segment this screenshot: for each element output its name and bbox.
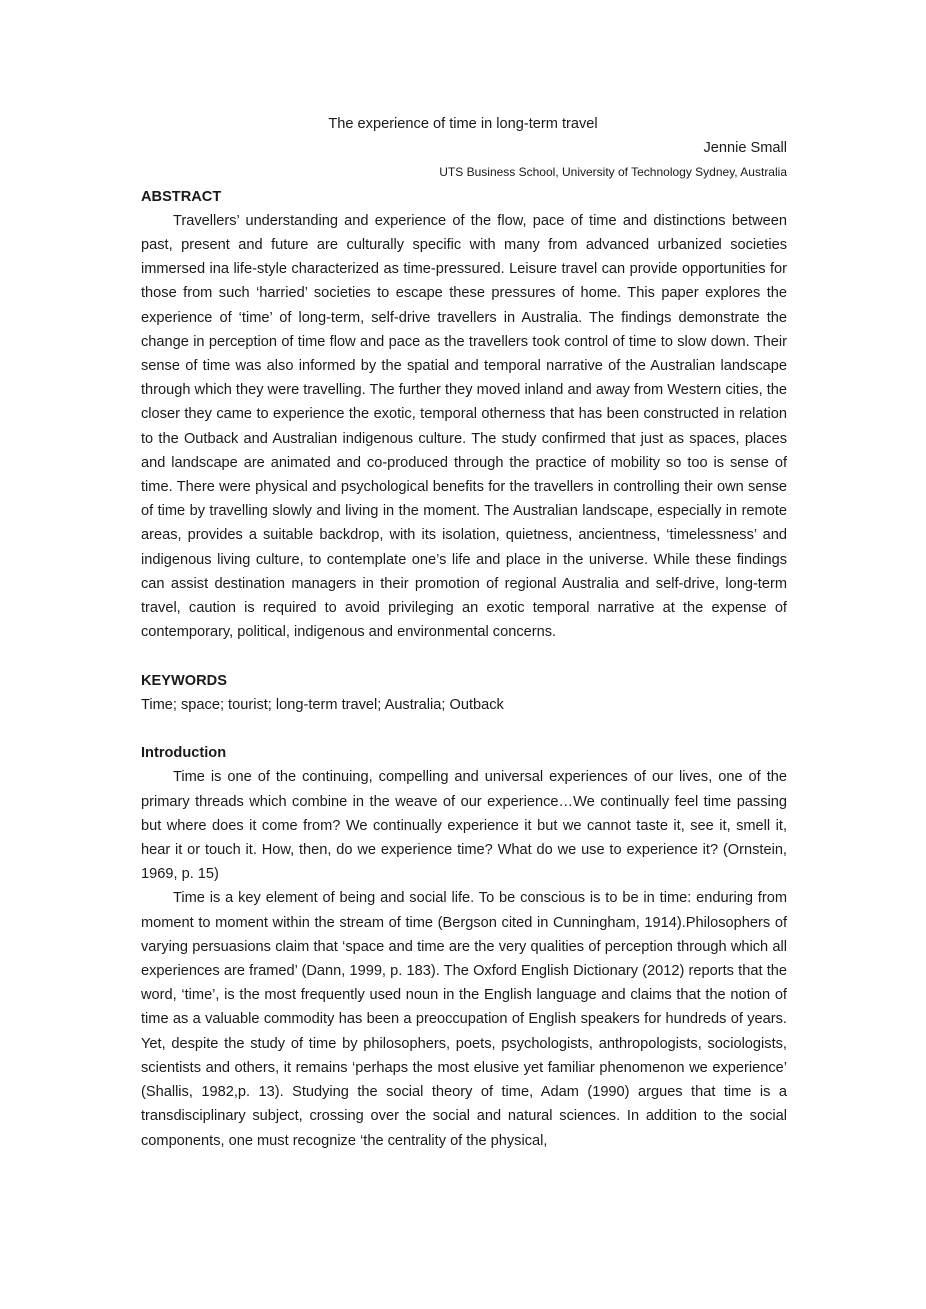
introduction-heading: Introduction bbox=[141, 745, 227, 762]
keywords-text: Time; space; tourist; long-term travel; Australia; Outback bbox=[141, 696, 504, 713]
keywords-heading: KEYWORDS bbox=[141, 672, 227, 689]
section-gap bbox=[141, 717, 787, 741]
paper-title: The experience of time in long-term travel bbox=[328, 116, 598, 132]
author-affiliation: UTS Business School, University of Technology Sydney, Australia bbox=[439, 165, 787, 180]
author-name: Jennie Small bbox=[703, 140, 787, 157]
introduction-quote: Time is one of the continuing, compelling and universal experiences of our lives, one of the primary threads which combine in the weave of our experience…We continually feel time passing but where does it come from? We continually experience it but we cannot taste it, see it, smell it, hear it or touch it. How, then, do we experience time? What do we use to experience it? (Ornstein, 1969, p. 15) bbox=[141, 769, 787, 883]
abstract-heading: ABSTRACT bbox=[141, 188, 222, 205]
paper-page bbox=[141, 112, 787, 1153]
abstract-text: Travellers’ understanding and experience of the flow, pace of time and distinctions between past, present and future are culturally specific with many from advanced urbanized societies immersed ina life-style characterized as time-pressured. Leisure travel can provide opportunities for those from such ‘harried’ societies to escape these pressures of home. This paper explores the experience of ‘time’ of long-term, self-drive travellers in Australia. The findings demonstrate the change in perception of time flow and pace as the travellers took control of time to slow down. Their sense of time was also informed by the spatial and temporal narrative of the Australian landscape through which they were travelling. The further they moved inland and away from Western cities, the closer they came to experience the exotic, temporal otherness that has been constructed in relation to the Outback and Australian indigenous culture. The study confirmed that just as spaces, places and landscape are animated and co-produced through the practice of mobility so too is sense of time. There were physical and psychological benefits for the travellers in controlling their own sense of time by travelling slowly and living in the moment. The Australian landscape, especially in remote areas, provides a suitable backdrop, with its isolation, quietness, ancientness, ‘timelessness’ and indigenous living culture, to contemplate one’s life and place in the universe. While these findings can assist destination managers in their promotion of regional Australia and self-drive, long-term travel, caution is required to avoid privileging an exotic temporal narrative at the expense of contemporary, political, indigenous and environmental concerns. bbox=[141, 212, 787, 641]
introduction-paragraph: Time is a key element of being and social life. To be conscious is to be in time: enduring from moment to moment within the stream of time (Bergson cited in Cunningham, 1914).Philosophers of varying persuasions claim that ‘space and time are the very qualities of perception through which all experiences are framed’ (Dann, 1999, p. 183). The Oxford English Dictionary (2012) reports that the word, ‘time’, is the most frequently used noun in the English language and claims that the notion of time as a valuable commodity has been a preoccupation of English speakers for hundreds of years. Yet, despite the study of time by philosophers, poets, psychologists, anthropologists, sociologists, scientists and others, it remains ‘perhaps the most elusive yet familiar phenomenon we experience’ (Shallis, 1982,p. 13). Studying the social theory of time, Adam (1990) argues that time is a transdisciplinary subject, crossing over the social and natural sciences. In addition to the social components, one must recognize ‘the centrality of the physical, bbox=[141, 890, 787, 1149]
section-gap bbox=[141, 644, 787, 668]
